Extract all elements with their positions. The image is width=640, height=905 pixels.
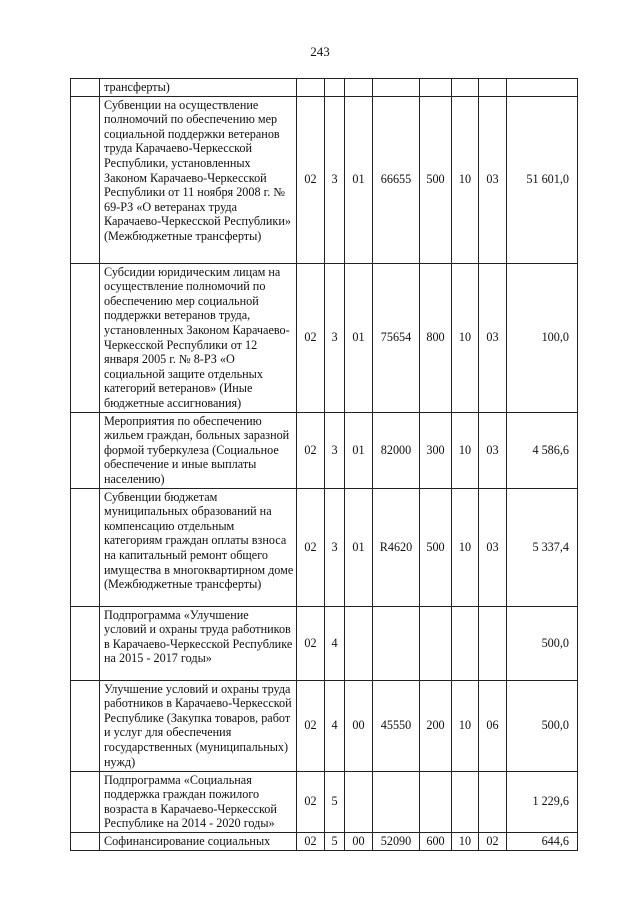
code-cell: 03: [479, 412, 507, 488]
code-cell: 3: [325, 412, 345, 488]
amount-cell: 100,0: [507, 263, 578, 412]
row-number-cell: [71, 412, 100, 488]
code-cell: 06: [479, 680, 507, 771]
code-cell: [373, 771, 420, 832]
code-cell: 00: [345, 680, 373, 771]
code-cell: 75654: [373, 263, 420, 412]
table-row: [71, 96, 578, 263]
page-number: 243: [310, 44, 330, 59]
code-cell: [325, 79, 345, 97]
table-row: [71, 832, 578, 850]
code-cell: 01: [345, 263, 373, 412]
code-cell: 03: [479, 96, 507, 263]
code-cell: 800: [420, 263, 452, 412]
code-cell: 4: [325, 680, 345, 771]
code-cell: [373, 606, 420, 680]
code-cell: 4: [325, 606, 345, 680]
amount-cell: 644,6: [507, 832, 578, 850]
code-cell: 10: [452, 96, 479, 263]
code-cell: 02: [297, 412, 325, 488]
description-cell: Субвенции на осуществление полномочий по обеспечению мер социальной поддержки ветеранов труда Карачаево-Черкесской Республики, установленных Законом Карачаево-Черкесской Республики от 11 ноября 2008 г. № 69-РЗ «О ветеранах труда Карачаево-Черкесской Республики» (Межбюджетные трансферты): [100, 96, 297, 263]
description-cell: Улучшение условий и охраны труда работников в Карачаево-Черкесской Республике (Закупка товаров, работ и услуг для обеспечения государственных (муниципальных) нужд): [100, 680, 297, 771]
code-cell: 3: [325, 263, 345, 412]
code-cell: 10: [452, 263, 479, 412]
table-row: [71, 412, 578, 488]
row-number-cell: [71, 771, 100, 832]
amount-cell: 500,0: [507, 606, 578, 680]
code-cell: 500: [420, 96, 452, 263]
description-cell: Субсидии юридическим лицам на осуществление полномочий по обеспечению мер социальной поддержки ветеранов труда, установленных Законом Карачаево-Черкесской Республики от 12 января 2005 г. № 8-РЗ «О социальной защите отдельных категорий ветеранов» (Иные бюджетные ассигнования): [100, 263, 297, 412]
code-cell: 3: [325, 96, 345, 263]
code-cell: 03: [479, 263, 507, 412]
amount-cell: 4 586,6: [507, 412, 578, 488]
code-cell: 01: [345, 488, 373, 606]
table-row: [71, 606, 578, 680]
code-cell: 10: [452, 488, 479, 606]
code-cell: 02: [297, 680, 325, 771]
code-cell: 10: [452, 680, 479, 771]
code-cell: 500: [420, 488, 452, 606]
code-cell: [373, 79, 420, 97]
table-row: [71, 79, 578, 97]
description-cell: Мероприятия по обеспечению жильем граждан, больных заразной формой туберкулеза (Социальное обеспечение и иные выплаты населению): [100, 412, 297, 488]
code-cell: 01: [345, 96, 373, 263]
code-cell: 600: [420, 832, 452, 850]
code-cell: 02: [297, 606, 325, 680]
description-cell: Софинансирование социальных: [100, 832, 297, 850]
code-cell: 02: [297, 263, 325, 412]
table-row: [71, 680, 578, 771]
description-cell: Субвенции бюджетам муниципальных образований на компенсацию отдельным категориям граждан оплаты взноса на капитальный ремонт общего имущества в многоквартирном доме (Межбюджетные трансферты): [100, 488, 297, 606]
table-body: [71, 79, 578, 851]
code-cell: [345, 79, 373, 97]
code-cell: [345, 606, 373, 680]
amount-cell: [507, 79, 578, 97]
code-cell: 300: [420, 412, 452, 488]
row-number-cell: [71, 488, 100, 606]
code-cell: 02: [297, 832, 325, 850]
code-cell: [479, 771, 507, 832]
code-cell: 02: [479, 832, 507, 850]
code-cell: [297, 79, 325, 97]
table-row: [71, 488, 578, 606]
code-cell: 5: [325, 832, 345, 850]
code-cell: 01: [345, 412, 373, 488]
code-cell: 00: [345, 832, 373, 850]
code-cell: 02: [297, 771, 325, 832]
code-cell: [420, 606, 452, 680]
code-cell: 3: [325, 488, 345, 606]
amount-cell: 5 337,4: [507, 488, 578, 606]
table-row: [71, 771, 578, 832]
row-number-cell: [71, 79, 100, 97]
code-cell: [345, 771, 373, 832]
code-cell: [479, 79, 507, 97]
code-cell: 10: [452, 412, 479, 488]
code-cell: [452, 606, 479, 680]
code-cell: [452, 79, 479, 97]
code-cell: 02: [297, 488, 325, 606]
description-cell: Подпрограмма «Социальная поддержка граждан пожилого возраста в Карачаево-Черкесской Республике на 2014 - 2020 годы»: [100, 771, 297, 832]
code-cell: [452, 771, 479, 832]
budget-table: [70, 78, 578, 851]
amount-cell: 1 229,6: [507, 771, 578, 832]
table-row: [71, 263, 578, 412]
code-cell: 03: [479, 488, 507, 606]
code-cell: R4620: [373, 488, 420, 606]
row-number-cell: [71, 263, 100, 412]
code-cell: [420, 771, 452, 832]
code-cell: 10: [452, 832, 479, 850]
code-cell: 82000: [373, 412, 420, 488]
code-cell: 5: [325, 771, 345, 832]
description-cell: Подпрограмма «Улучшение условий и охраны труда работников в Карачаево-Черкесской Республике на 2015 - 2017 годы»: [100, 606, 297, 680]
code-cell: 52090: [373, 832, 420, 850]
code-cell: 200: [420, 680, 452, 771]
row-number-cell: [71, 606, 100, 680]
description-cell: трансферты): [100, 79, 297, 97]
amount-cell: 51 601,0: [507, 96, 578, 263]
row-number-cell: [71, 680, 100, 771]
code-cell: 45550: [373, 680, 420, 771]
code-cell: [479, 606, 507, 680]
amount-cell: 500,0: [507, 680, 578, 771]
code-cell: [420, 79, 452, 97]
code-cell: 66655: [373, 96, 420, 263]
code-cell: 02: [297, 96, 325, 263]
row-number-cell: [71, 832, 100, 850]
row-number-cell: [71, 96, 100, 263]
